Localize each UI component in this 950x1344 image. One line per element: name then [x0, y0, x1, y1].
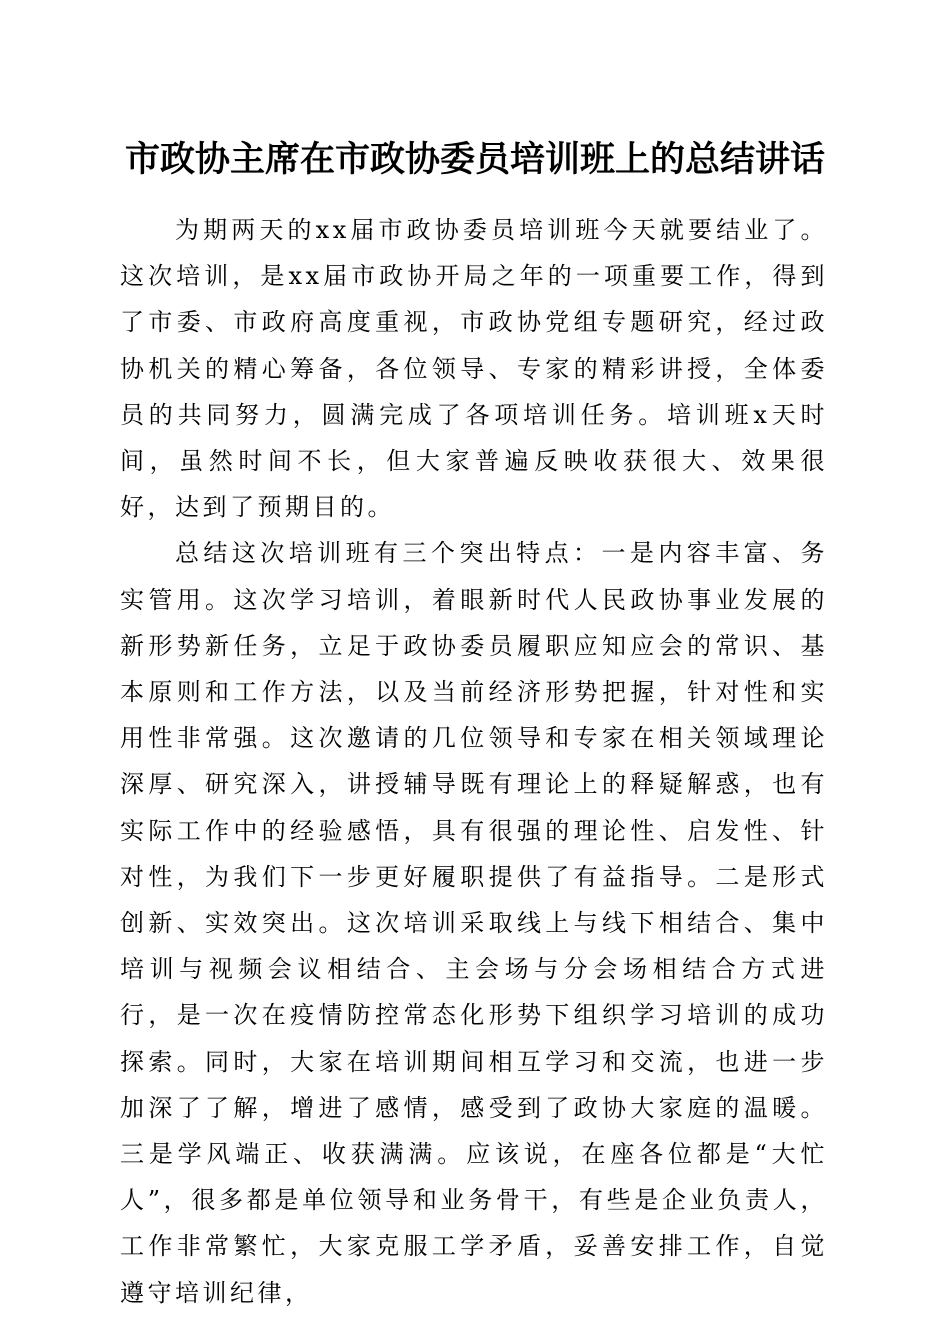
paragraph-1: 为期两天的xx届市政协委员培训班今天就要结业了。这次培训，是xx届市政协开局之年的一项重要工作，得到了市委、市政府高度重视，市政协党组专题研究，经过政协机关的精心筹备，各位领导、专家的精彩讲授，全体委员的共同努力，圆满完成了各项培训任务。培训班x天时间，虽然时间不长，但大家普遍反映收获很大、效果很好，达到了预期目的。	[120, 216, 828, 522]
document-title: 市政协主席在市政协委员培训班上的总结讲话	[124, 139, 825, 180]
paragraph-2: 总结这次培训班有三个突出特点：一是内容丰富、务实管用。这次学习培训，着眼新时代人民政协事业发展的新形势新任务，立足于政协委员履职应知应会的常识、基本原则和工作方法，以及当前经济形势把握，针对性和实用性非常强。这次邀请的几位领导和专家在相关领域理论深厚、研究深入，讲授辅导既有理论上的释疑解惑，也有实际工作中的经验感悟，具有很强的理论性、启发性、针对性，为我们下一步更好履职提供了有益指导。二是形式创新、实效突出。这次培训采取线上与线下相结合、集中培训与视频会议相结合、主会场与分会场相结合方式进行，是一次在疫情防控常态化形势下组织学习培训的成功探索。同时，大家在培训期间相互学习和交流，也进一步加深了了解，增进了感情，感受到了政协大家庭的温暖。三是学风端正、收获满满。应该说，在座各位都是“大忙人”，很多都是单位领导和业务骨干，有些是企业负责人，工作非常繁忙，大家克服工学矛盾，妥善安排工作，自觉遵守培训纪律，	[120, 539, 828, 1307]
document-body	[120, 207, 828, 1316]
